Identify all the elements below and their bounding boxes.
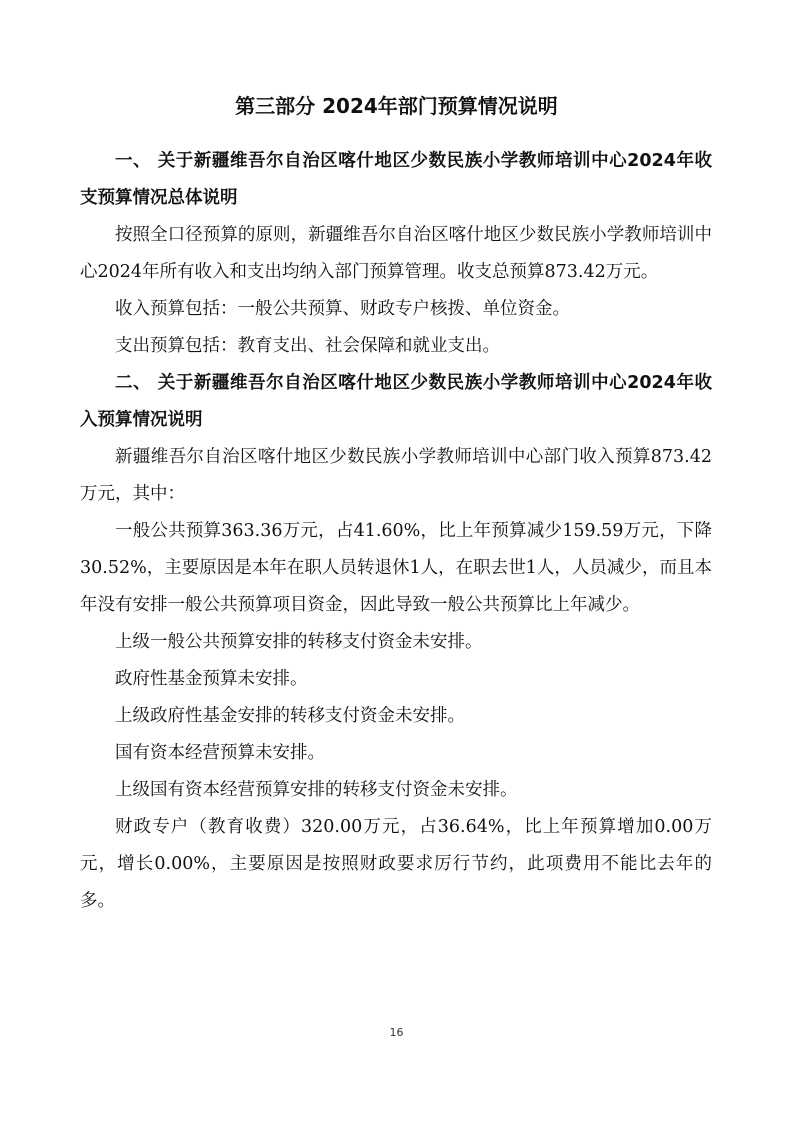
paragraph: 上级一般公共预算安排的转移支付资金未安排。	[115, 632, 483, 652]
paragraph: 支出预算包括：教育支出、社会保障和就业支出。	[115, 336, 500, 356]
section-heading: 一、 关于新疆维吾尔自治区喀什地区少数民族小学教师培训中心2024年收支预算情况总体说明	[80, 151, 712, 208]
paragraph: 国有资本经营预算未安排。	[115, 743, 325, 763]
paragraph: 按照全口径预算的原则，新疆维吾尔自治区喀什地区少数民族小学教师培训中心2024年所有收入和支出均纳入部门预算管理。收支总预算873.42万元。	[80, 225, 712, 282]
section-overview	[80, 143, 712, 365]
document-body	[80, 143, 712, 920]
page-title: 第三部分 2024年部门预算情况说明	[235, 94, 558, 118]
paragraph: 上级政府性基金安排的转移支付资金未安排。	[115, 706, 465, 726]
paragraph: 新疆维吾尔自治区喀什地区少数民族小学教师培训中心部门收入预算873.42万元，其中：	[80, 447, 712, 504]
paragraph: 收入预算包括：一般公共预算、财政专户核拨、单位资金。	[115, 299, 570, 319]
section-heading: 二、 关于新疆维吾尔自治区喀什地区少数民族小学教师培训中心2024年收入预算情况说明	[80, 373, 712, 430]
paragraph: 财政专户（教育收费）320.00万元，占36.64%，比上年预算增加0.00万元，增长0.00%，主要原因是按照财政要求厉行节约，此项费用不能比去年的多。	[80, 817, 712, 911]
paragraph: 一般公共预算363.36万元，占41.60%，比上年预算减少159.59万元，下降30.52%，主要原因是本年在职人员转退休1人，在职去世1人，人员减少，而且本年没有安排一般公共预算项目资金，因此导致一般公共预算比上年减少。	[80, 521, 712, 615]
section-income	[80, 365, 712, 920]
paragraph: 政府性基金预算未安排。	[115, 669, 308, 689]
paragraph: 上级国有资本经营预算安排的转移支付资金未安排。	[115, 780, 518, 800]
page-number: 16	[389, 1026, 404, 1039]
